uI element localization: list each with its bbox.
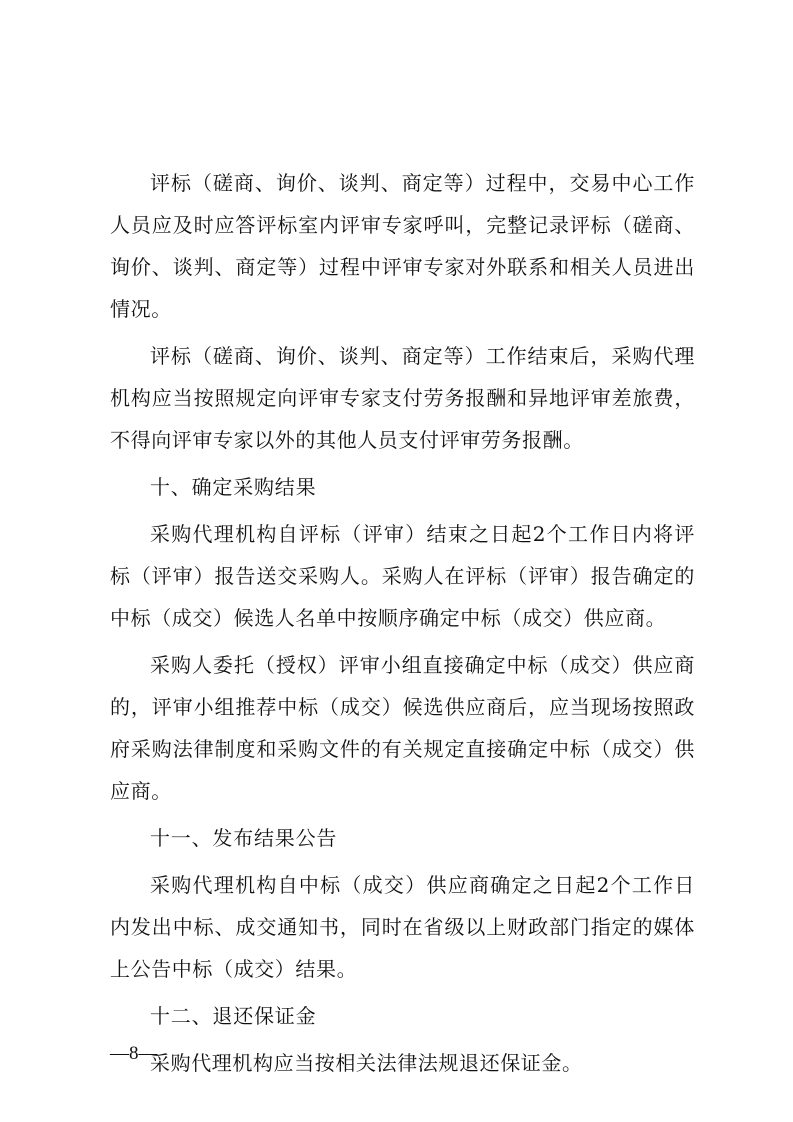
section-heading: 十一、发布结果公告 xyxy=(150,826,338,850)
section-heading: 十二、退还保证金 xyxy=(150,1004,317,1028)
paragraph: 评标（磋商、询价、谈判、商定等）工作结束后，采购代理机构应当按照规定向评审专家支付劳务报酬和异地评审差旅费，不得向评审专家以外的其他人员支付评审劳务报酬。 xyxy=(110,344,695,452)
paragraph: 采购代理机构应当按相关法律法规退还保证金。 xyxy=(150,1051,583,1075)
paragraph: 评标（磋商、询价、谈判、商定等）过程中，交易中心工作人员应及时应答评标室内评审专家呼叫，完整记录评标（磋商、询价、谈判、商定等）过程中评审专家对外联系和相关人员进出情况。 xyxy=(110,171,695,321)
paragraph: 采购代理机构自中标（成交）供应商确定之日起2个工作日内发出中标、成交通知书，同时在省级以上财政部门指定的媒体上公告中标（成交）结果。 xyxy=(110,873,695,981)
paragraph: 采购人委托（授权）评审小组直接确定中标（成交）供应商的，评审小组推荐中标（成交）候选供应商后，应当现场按照政府采购法律制度和采购文件的有关规定直接确定中标（成交）供应商。 xyxy=(110,653,695,803)
document-body xyxy=(110,162,695,1089)
paragraph: 采购代理机构自评标（评审）结束之日起2个工作日内将评标（评审）报告送交采购人。采购人在评标（评审）报告确定的中标（成交）候选人名单中按顺序确定中标（成交）供应商。 xyxy=(110,522,695,630)
page-number: —8— xyxy=(110,1043,158,1064)
section-heading: 十、确定采购结果 xyxy=(150,475,317,499)
